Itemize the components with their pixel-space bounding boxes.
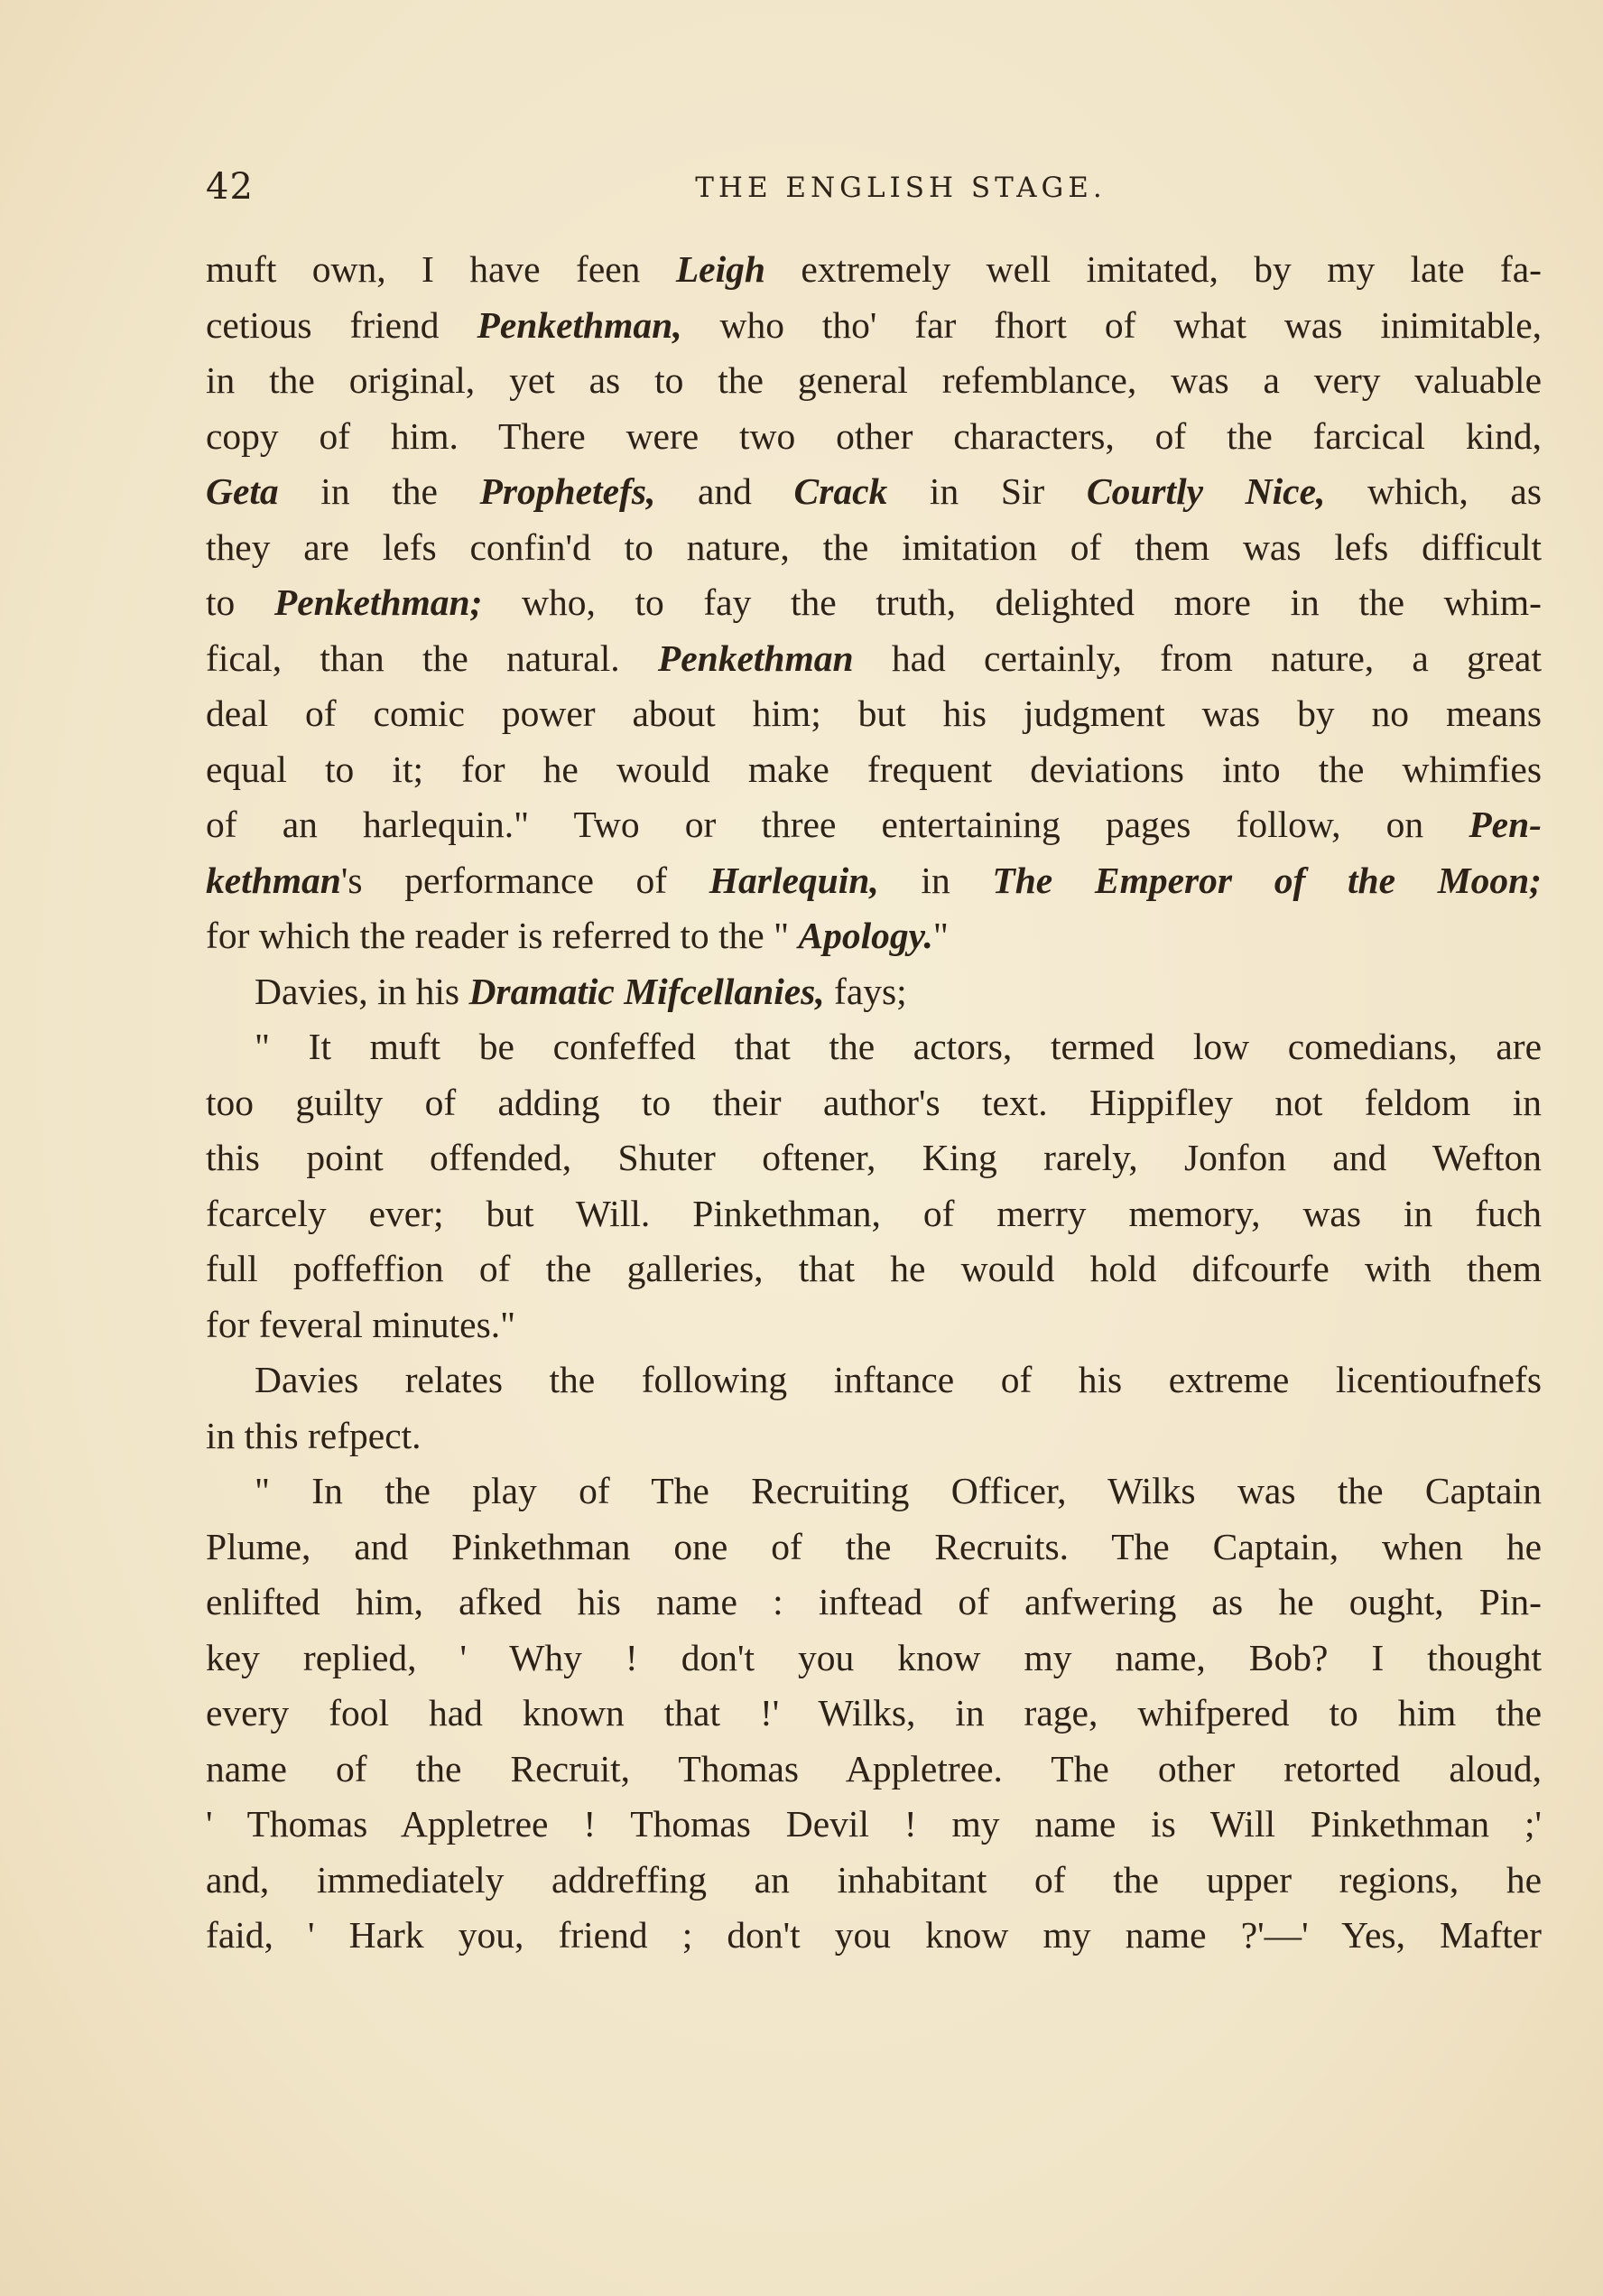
text-line bbox=[206, 1908, 1542, 1964]
page-number: 42 bbox=[206, 166, 254, 208]
italic-text: Courtly Nice, bbox=[1086, 470, 1326, 512]
text-line bbox=[206, 1241, 1542, 1297]
text-run: who, to fay the truth, delighted more in the whim- bbox=[482, 581, 1543, 623]
text-line bbox=[206, 1019, 1542, 1075]
italic-text: Penkethman; bbox=[273, 581, 483, 623]
italic-text: Prophetefs, bbox=[479, 470, 656, 512]
text-run: they are lefs confin'd to nature, the imitation of them was lefs difficult bbox=[206, 525, 1542, 568]
text-run: full poffeffion of the galleries, that he would hold difcourfe with them bbox=[206, 1248, 1542, 1289]
text-run: which, as bbox=[1325, 470, 1542, 512]
text-run: in the bbox=[278, 470, 480, 512]
text-line bbox=[206, 1408, 1542, 1464]
text-run: " bbox=[932, 915, 949, 956]
text-line bbox=[206, 298, 1542, 354]
text-line bbox=[206, 631, 1542, 687]
text-line bbox=[206, 908, 1542, 964]
text-run: deal of comic power about him; but his judgment was by no means bbox=[206, 693, 1542, 734]
italic-text: kethman bbox=[206, 859, 341, 901]
italic-text: Apology. bbox=[798, 915, 933, 956]
italic-text: Penkethman, bbox=[477, 303, 682, 346]
italic-text: Pen- bbox=[1469, 804, 1542, 845]
text-line bbox=[206, 1520, 1542, 1576]
text-run: Plume, and Pinkethman one of the Recruits. The Captain, when he bbox=[206, 1525, 1542, 1567]
text-run: Davies, in his bbox=[255, 970, 469, 1012]
text-run: who tho' far fhort of what was inimitable, bbox=[681, 303, 1542, 346]
text-line bbox=[206, 1853, 1542, 1909]
text-run: of an harlequin." Two or three entertaining pages follow, on bbox=[206, 804, 1469, 845]
text-line bbox=[206, 575, 1542, 631]
italic-text: The Emperor of the Moon; bbox=[992, 859, 1542, 901]
text-run: 's performance of bbox=[340, 859, 709, 901]
text-line bbox=[206, 1353, 1542, 1408]
text-line bbox=[206, 1575, 1542, 1631]
text-line bbox=[206, 1742, 1542, 1798]
text-line bbox=[206, 686, 1542, 742]
text-run: had certainly, from nature, a great bbox=[853, 637, 1542, 679]
text-line bbox=[206, 1186, 1542, 1242]
text-run: copy of him. There were two other characters, of the farcical kind, bbox=[206, 414, 1542, 457]
text-run: name of the Recruit, Thomas Appletree. The other retorted aloud, bbox=[206, 1747, 1542, 1789]
text-run: in the original, yet as to the general refemblance, was a very valuable bbox=[206, 359, 1542, 401]
italic-text: Dramatic Mifcellanies, bbox=[468, 970, 825, 1012]
text-run: too guilty of adding to their author's text. Hippifley not feldom in bbox=[206, 1081, 1542, 1123]
text-line bbox=[206, 1130, 1542, 1186]
body-text bbox=[206, 242, 1542, 1964]
text-line bbox=[206, 1464, 1542, 1520]
text-run: extremely well imitated, by my late fa- bbox=[764, 248, 1542, 290]
text-line bbox=[206, 464, 1542, 520]
text-run: in this refpect. bbox=[206, 1414, 422, 1456]
text-line bbox=[206, 964, 1542, 1020]
text-run: " In the play of The Recruiting Officer, Wilks was the Captain bbox=[255, 1470, 1542, 1511]
page-header bbox=[206, 166, 1542, 211]
text-run: ' Thomas Appletree ! Thomas Devil ! my name is Will Pinkethman ;' bbox=[206, 1803, 1542, 1845]
text-line bbox=[206, 853, 1542, 909]
text-line bbox=[206, 353, 1542, 409]
text-run: fcarcely ever; but Will. Pinkethman, of merry memory, was in fuch bbox=[206, 1192, 1542, 1234]
text-line bbox=[206, 1797, 1542, 1853]
text-run: faid, ' Hark you, friend ; don't you know my name ?'—' Yes, Mafter bbox=[206, 1914, 1542, 1956]
text-run: and, immediately addreffing an inhabitant of the upper regions, he bbox=[206, 1858, 1542, 1901]
text-run: fical, than the natural. bbox=[206, 637, 658, 679]
running-head: THE ENGLISH STAGE. bbox=[695, 172, 1107, 204]
text-line bbox=[206, 1297, 1542, 1353]
text-line bbox=[206, 742, 1542, 798]
text-run: fays; bbox=[824, 970, 907, 1012]
text-run: muft own, I have feen bbox=[206, 248, 676, 290]
italic-text: Leigh bbox=[675, 248, 765, 290]
text-run: every fool had known that !' Wilks, in rage, whifpered to him the bbox=[206, 1692, 1542, 1734]
text-run: to bbox=[206, 581, 274, 623]
text-line bbox=[206, 520, 1542, 576]
text-run: equal to it; for he would make frequent deviations into the whimfies bbox=[206, 748, 1542, 790]
text-line bbox=[206, 409, 1542, 465]
text-run: in bbox=[878, 859, 993, 901]
text-run: enlifted him, afked his name : inftead of anfwering as he ought, Pin- bbox=[206, 1581, 1542, 1622]
text-run: for which the reader is referred to the " bbox=[206, 915, 799, 956]
text-run: and bbox=[655, 470, 794, 512]
text-line bbox=[206, 242, 1542, 298]
text-run: cetious friend bbox=[206, 303, 477, 346]
italic-text: Penkethman bbox=[657, 637, 854, 679]
italic-text: Harlequin, bbox=[709, 859, 879, 901]
text-line bbox=[206, 1686, 1542, 1742]
italic-text: Crack bbox=[793, 470, 888, 512]
text-run: Davies relates the following inftance of his extreme licentioufnefs bbox=[255, 1359, 1542, 1400]
italic-text: Geta bbox=[206, 470, 279, 512]
text-line bbox=[206, 797, 1542, 853]
text-run: in Sir bbox=[887, 470, 1087, 512]
text-run: this point offended, Shuter oftener, King rarely, Jonfon and Wefton bbox=[206, 1137, 1542, 1178]
text-line bbox=[206, 1631, 1542, 1687]
text-run: key replied, ' Why ! don't you know my name, Bob? I thought bbox=[206, 1636, 1542, 1678]
text-run: " It muft be confeffed that the actors, termed low comedians, are bbox=[255, 1026, 1542, 1067]
text-line bbox=[206, 1075, 1542, 1131]
text-run: for feveral minutes." bbox=[206, 1303, 516, 1345]
